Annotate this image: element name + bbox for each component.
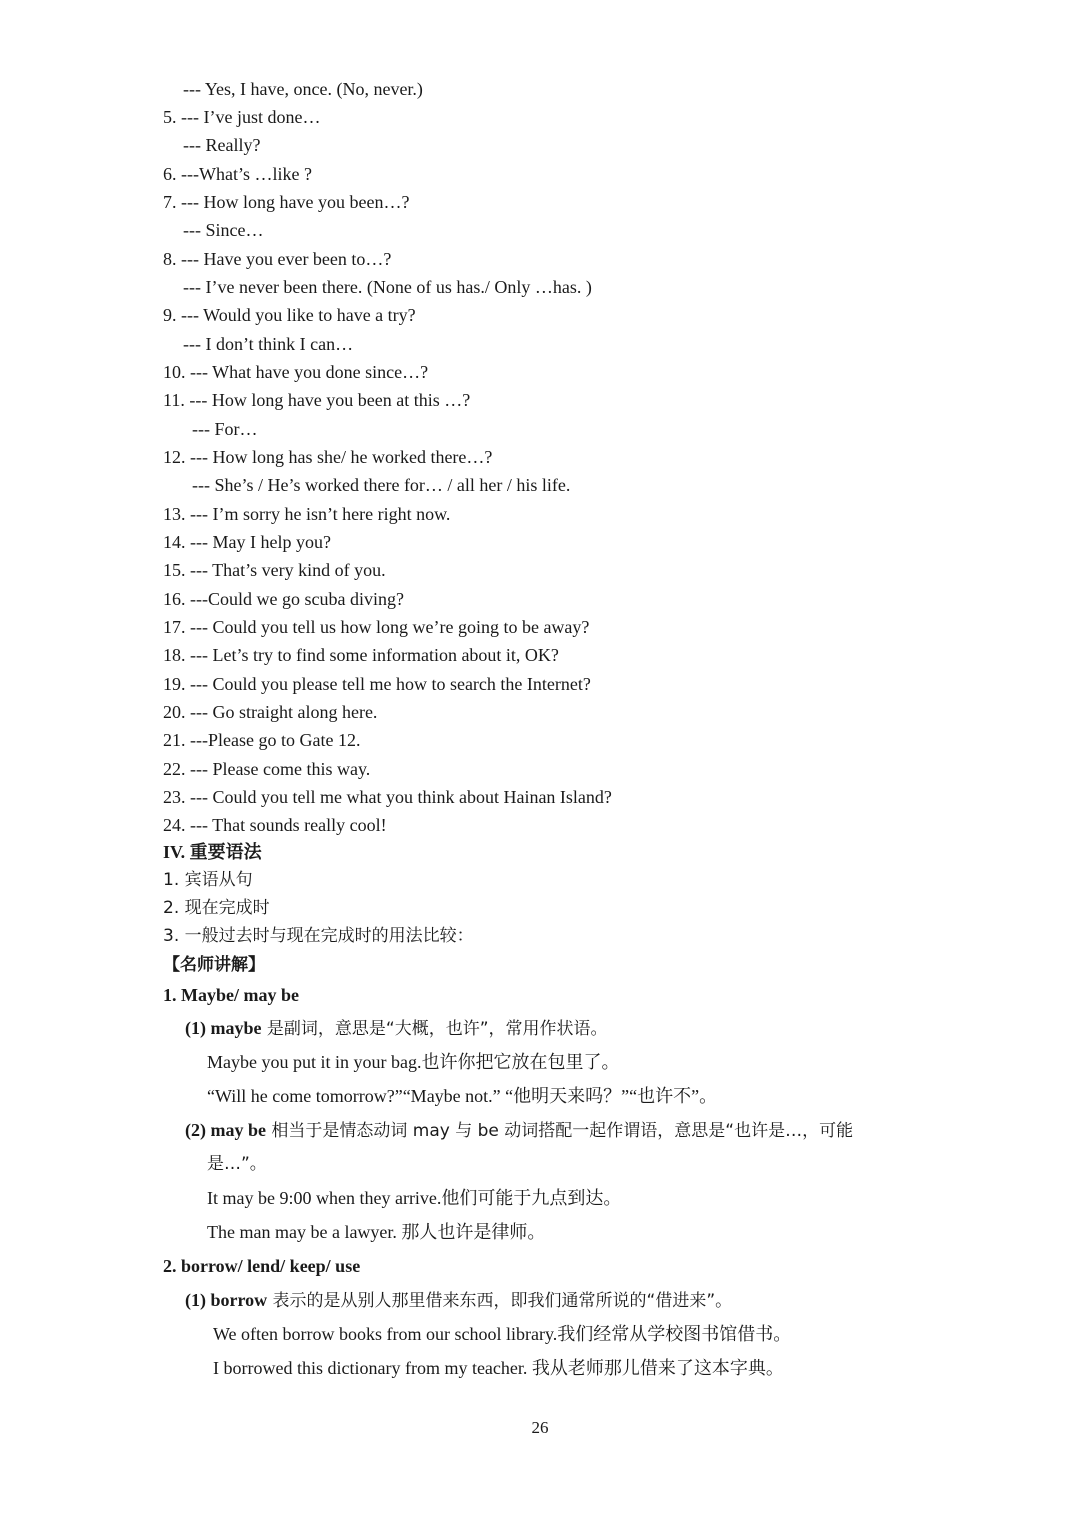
grammar-item: 3. 一般过去时与现在完成时的用法比较： xyxy=(163,926,474,946)
dialogue-line: --- I’ve never been there. (None of us has./ Only …has. ) xyxy=(183,277,592,297)
dialogue-line: 19. --- Could you please tell me how to search the Internet? xyxy=(163,674,591,694)
dialogue-line: 14. --- May I help you? xyxy=(163,532,331,552)
section-title: 2. borrow/ lend/ keep/ use xyxy=(163,1256,361,1276)
dialogue-line: 15. --- That’s very kind of you. xyxy=(163,560,386,580)
dialogue-line: --- For… xyxy=(192,419,258,439)
dialogue-line: 7. --- How long have you been…? xyxy=(163,192,410,212)
example-sentence: Maybe you put it in your bag.也许你把它放在包里了。 xyxy=(207,1052,620,1072)
explain-point xyxy=(185,1017,608,1040)
point-label: (1) maybe xyxy=(185,1018,262,1038)
explain-heading: 【名师讲解】 xyxy=(163,955,265,975)
dialogue-line: 23. --- Could you tell me what you think about Hainan Island? xyxy=(163,787,612,807)
dialogue-line: --- I don’t think I can… xyxy=(183,334,354,354)
point-text: 相当于是情态动词 may 与 be 动词搭配一起作谓语，意思是“也许是…，可能 xyxy=(265,1121,854,1141)
dialogue-line: --- Yes, I have, once. (No, never.) xyxy=(183,79,423,99)
section-title: 1. Maybe/ may be xyxy=(163,985,299,1005)
example-sentence: I borrowed this dictionary from my teacher. 我从老师那儿借来了这本字典。 xyxy=(213,1358,784,1378)
grammar-heading: IV. 重要语法 xyxy=(163,842,262,862)
example-sentence: “Will he come tomorrow?”“Maybe not.” “他明天来吗？”“也许不”。 xyxy=(207,1086,718,1106)
grammar-item: 1. 宾语从句 xyxy=(163,870,253,890)
point-text: 是副词，意思是“大概，也许”，常用作状语。 xyxy=(261,1019,608,1039)
explain-point xyxy=(185,1119,853,1142)
dialogue-line: 12. --- How long has she/ he worked there…? xyxy=(163,447,493,467)
dialogue-line: 20. --- Go straight along here. xyxy=(163,702,378,722)
dialogue-line: 24. --- That sounds really cool! xyxy=(163,815,387,835)
dialogue-line: 10. --- What have you done since…? xyxy=(163,362,429,382)
explain-point xyxy=(185,1289,732,1312)
dialogue-line: 13. --- I’m sorry he isn’t here right now. xyxy=(163,504,451,524)
dialogue-line: 5. --- I’ve just done… xyxy=(163,107,321,127)
dialogue-line: --- Since… xyxy=(183,220,264,240)
dialogue-line: 18. --- Let’s try to find some information about it, OK? xyxy=(163,645,559,665)
dialogue-line: 11. --- How long have you been at this …? xyxy=(163,390,471,410)
example-sentence: The man may be a lawyer. 那人也许是律师。 xyxy=(207,1222,546,1242)
dialogue-line: 9. --- Would you like to have a try? xyxy=(163,305,416,325)
point-label: (1) borrow xyxy=(185,1290,268,1310)
explain-point-continuation: 是…”。 xyxy=(207,1154,267,1174)
dialogue-line: 22. --- Please come this way. xyxy=(163,759,371,779)
example-sentence: We often borrow books from our school library.我们经常从学校图书馆借书。 xyxy=(213,1324,792,1344)
dialogue-line: --- She’s / He’s worked there for… / all her / his life. xyxy=(192,475,571,495)
example-sentence: It may be 9:00 when they arrive.他们可能于九点到达。 xyxy=(207,1188,622,1208)
point-text: 表示的是从别人那里借来东西，即我们通常所说的“借进来”。 xyxy=(267,1291,733,1311)
dialogue-line: 21. ---Please go to Gate 12. xyxy=(163,730,361,750)
page-number: 26 xyxy=(531,1418,549,1437)
point-label: (2) may be xyxy=(185,1120,266,1140)
dialogue-line: --- Really? xyxy=(183,135,261,155)
dialogue-line: 16. ---Could we go scuba diving? xyxy=(163,589,404,609)
dialogue-line: 6. ---What’s …like ? xyxy=(163,164,312,184)
grammar-item: 2. 现在完成时 xyxy=(163,898,270,918)
dialogue-line: 17. --- Could you tell us how long we’re going to be away? xyxy=(163,617,590,637)
dialogue-line: 8. --- Have you ever been to…? xyxy=(163,249,392,269)
